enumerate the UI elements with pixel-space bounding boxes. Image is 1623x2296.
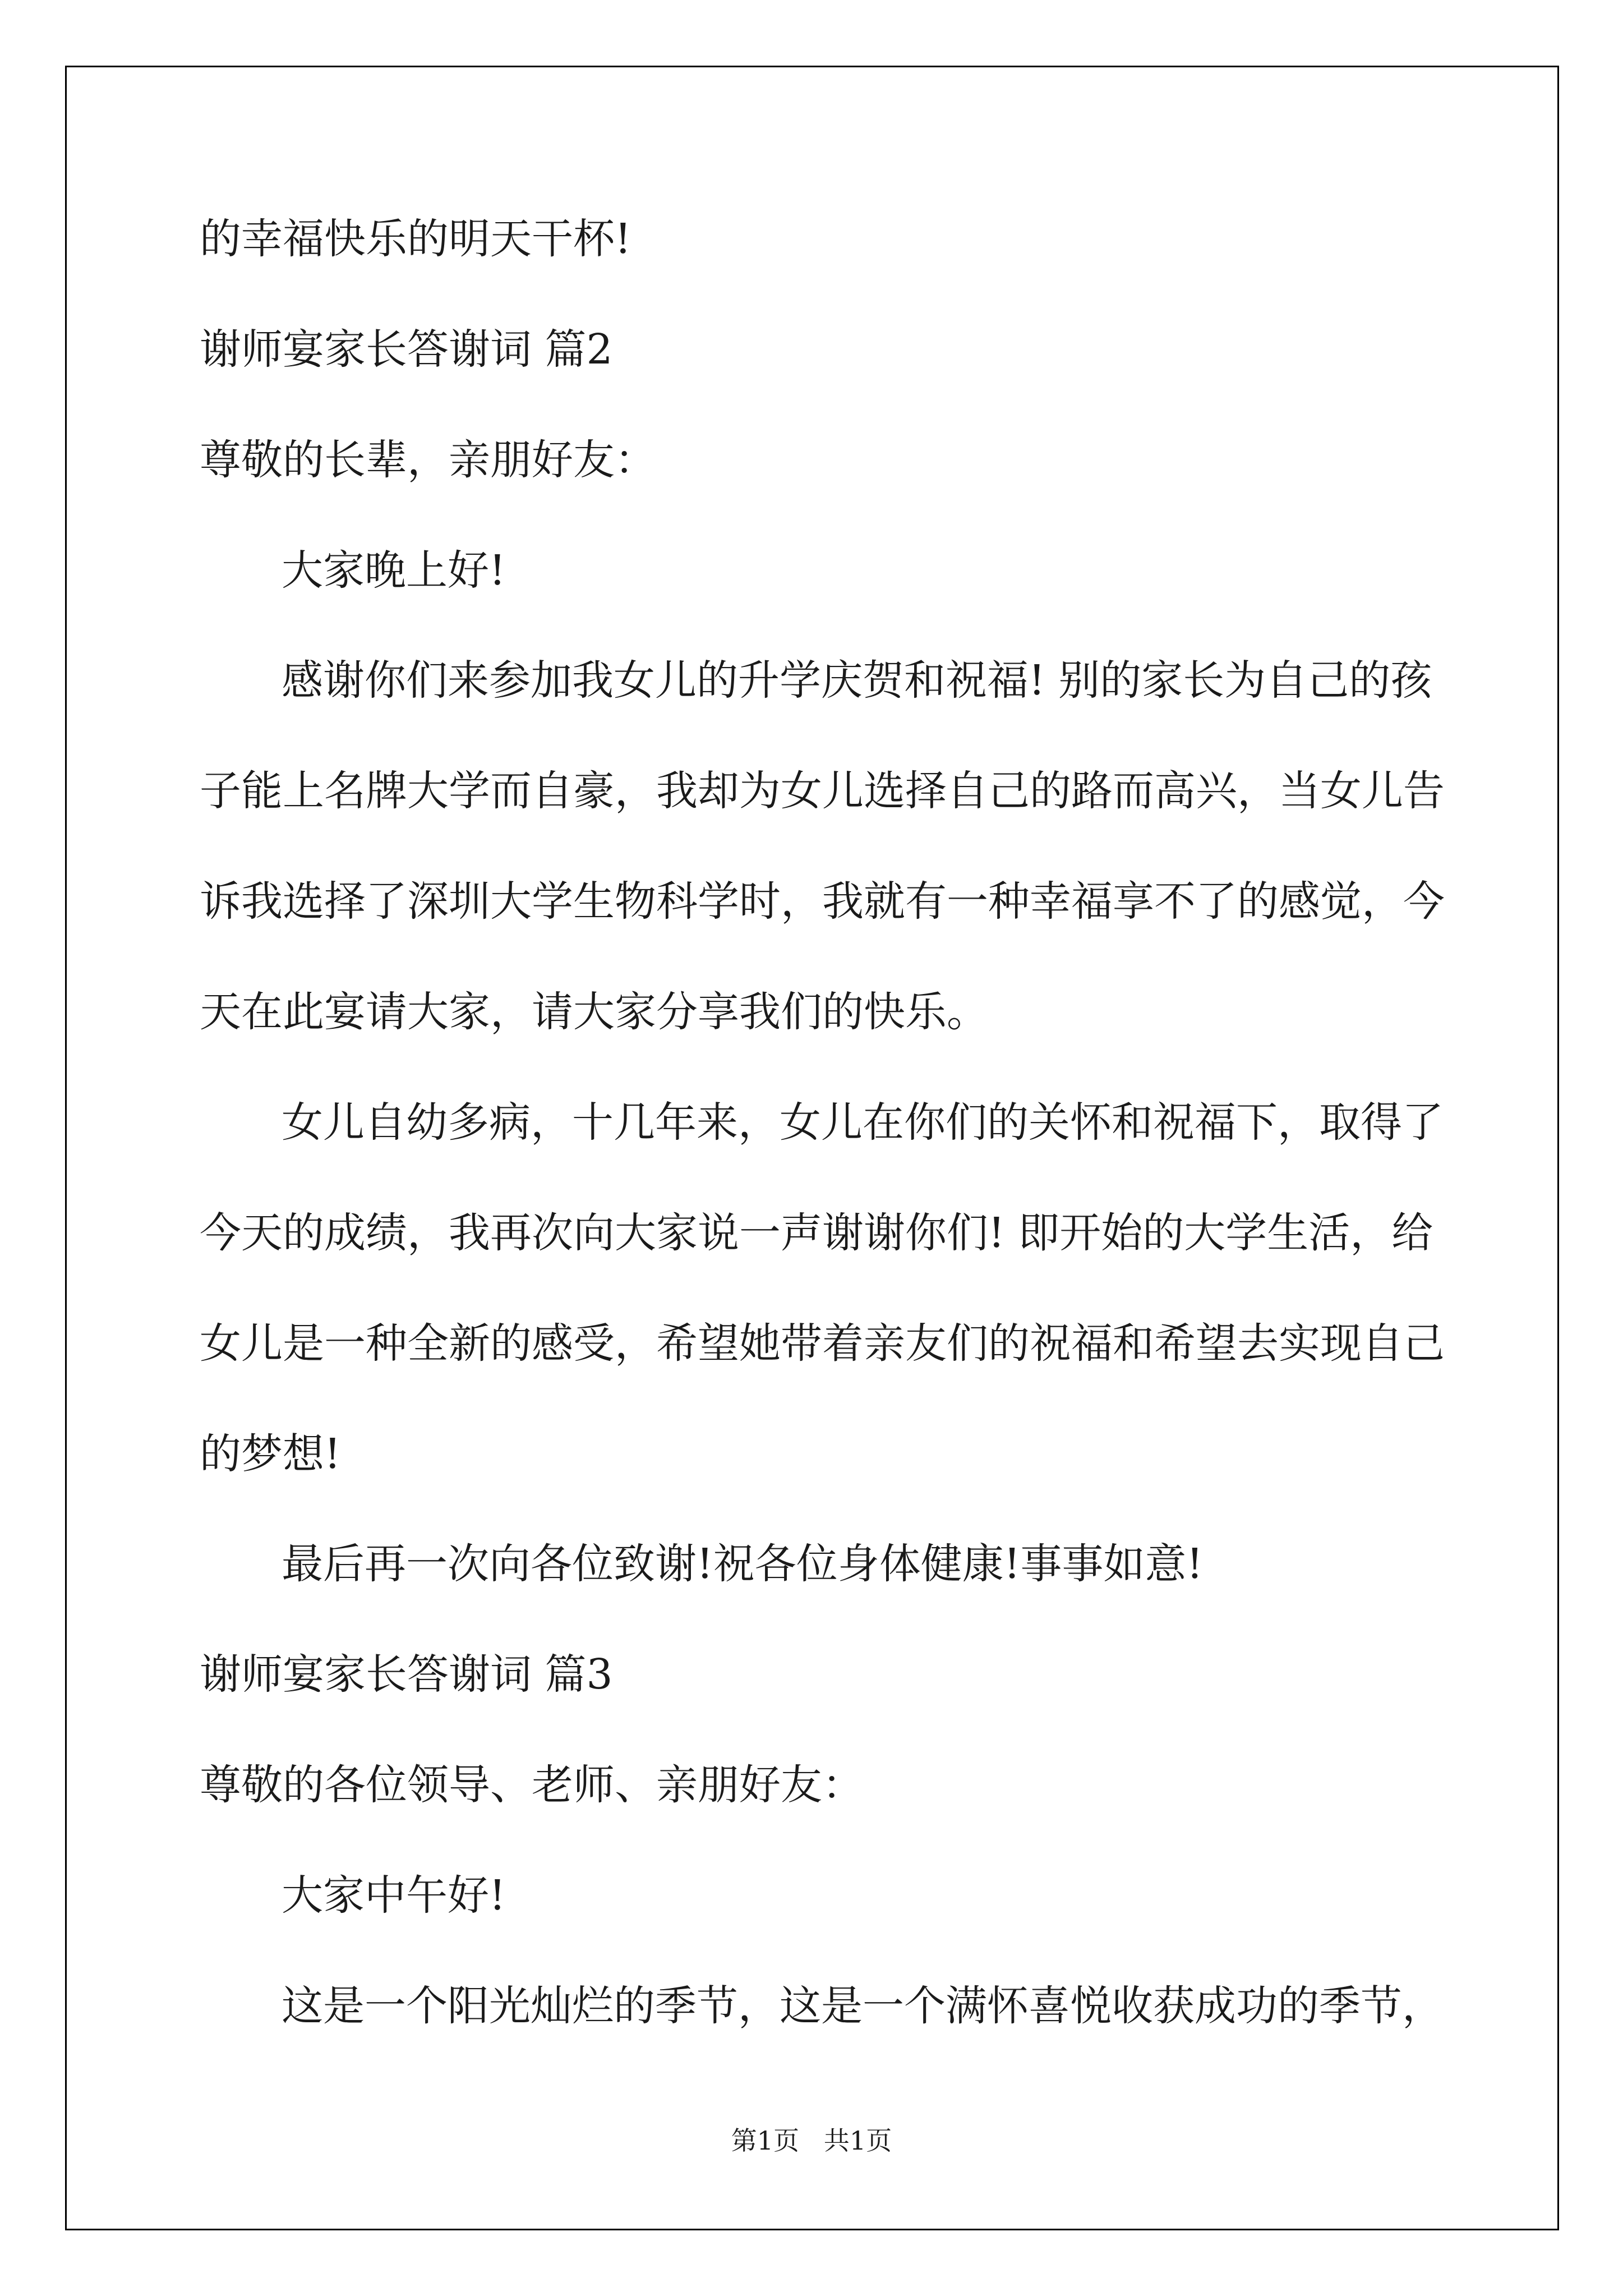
body-line: 的幸福快乐的明天干杯! (200, 215, 631, 263)
section-heading: 谢师宴家长答谢词 篇2 (200, 325, 613, 374)
greeting-line: 大家中午好! (282, 1871, 506, 1920)
body-line: 今天的成绩，我再次向大家说一声谢谢你们! 即开始的大学生活，给 (200, 1209, 1433, 1257)
body-line: 感谢你们来参加我女儿的升学庆贺和祝福! 别的家长为自己的孩 (282, 656, 1432, 705)
body-line: 女儿是一种全新的感受，希望她带着亲友们的祝福和希望去实现自己 (200, 1319, 1445, 1368)
body-line: 的梦想! (200, 1430, 341, 1478)
body-line: 诉我选择了深圳大学生物科学时，我就有一种幸福享不了的感觉，今 (200, 877, 1445, 926)
body-line: 子能上名牌大学而自豪，我却为女儿选择自己的路而高兴，当女儿告 (200, 767, 1445, 815)
salutation-line: 尊敬的长辈，亲朋好友： (200, 436, 656, 484)
body-line: 女儿自幼多病，十几年来，女儿在你们的关怀和祝福下，取得了 (282, 1098, 1444, 1147)
page-footer: 第1页 共1页 (731, 2125, 892, 2156)
body-line: 这是一个阳光灿烂的季节，这是一个满怀喜悦收获成功的季节， (282, 1982, 1444, 2030)
salutation-line: 尊敬的各位领导、老师、亲朋好友： (200, 1761, 864, 1809)
body-line: 天在此宴请大家，请大家分享我们的快乐。 (200, 988, 988, 1036)
body-line: 最后再一次向各位致谢!祝各位身体健康!事事如意! (282, 1540, 1204, 1588)
greeting-line: 大家晚上好! (282, 546, 506, 595)
section-heading: 谢师宴家长答谢词 篇3 (200, 1650, 613, 1699)
